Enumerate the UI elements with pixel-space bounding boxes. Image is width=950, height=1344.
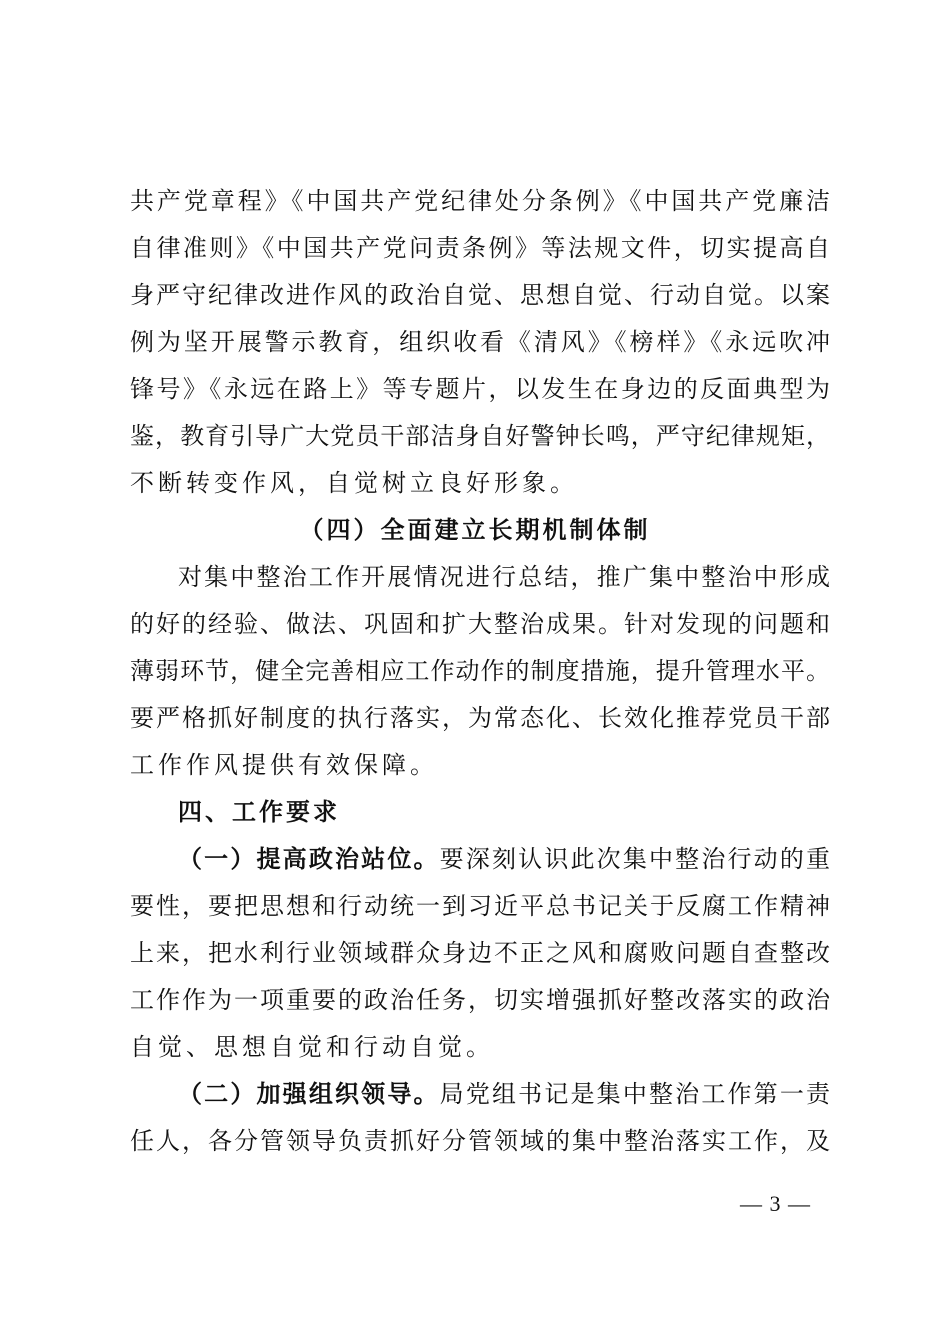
text-line: 自觉、思想自觉和行动自觉。 — [130, 1033, 494, 1061]
text-line: 自律准则》《中国共产党问责条例》等法规文件，切实提高自 — [130, 234, 830, 262]
text-line: 工作作为一项重要的政治任务，切实增强抓好整改落实的政治 — [130, 986, 830, 1014]
text-line: 要严格抓好制度的执行落实，为常态化、长效化推荐党员干部 — [130, 704, 830, 732]
text-line: 薄弱环节，健全完善相应工作动作的制度措施，提升管理水平。 — [130, 657, 830, 685]
item-text: 局党组书记是集中整治工作第一责 — [439, 1080, 831, 1108]
text-line: 的好的经验、做法、巩固和扩大整治成果。针对发现的问题和 — [130, 610, 830, 638]
item-title: （二）加强组织领导。 — [178, 1079, 440, 1108]
text-line: 上来，把水利行业领域群众身边不正之风和腐败问题自查整改 — [130, 939, 830, 967]
text-line: 工作作风提供有效保障。 — [130, 751, 438, 779]
subheading-long-term-mechanism: （四）全面建立长期机制体制 — [299, 515, 651, 544]
page-number: — 3 — — [740, 1191, 811, 1216]
text-line: 不断转变作风，自觉树立良好形象。 — [130, 469, 578, 497]
item-first-line — [178, 844, 830, 874]
text-line: 对集中整治工作开展情况进行总结，推广集中整治中形成 — [178, 563, 830, 591]
text-line: 例为坚开展警示教育，组织收看《清风》《榜样》《永远吹冲 — [130, 328, 830, 356]
item-first-line — [178, 1079, 830, 1109]
text-line: 共产党章程》《中国共产党纪律处分条例》《中国共产党廉洁 — [130, 187, 830, 215]
text-line: 身严守纪律改进作风的政治自觉、思想自觉、行动自觉。以案 — [130, 281, 830, 309]
item-text: 要深刻认识此次集中整治行动的重 — [439, 845, 831, 873]
text-line: 要性，要把思想和行动统一到习近平总书记关于反腐工作精神 — [130, 892, 830, 920]
item-title: （一）提高政治站位。 — [178, 844, 440, 873]
text-line: 鉴，教育引导广大党员干部洁身自好警钟长鸣，严守纪律规矩， — [130, 422, 830, 450]
section-heading-work-requirements: 四、工作要求 — [178, 797, 340, 826]
text-line: 锋号》《永远在路上》等专题片，以发生在身边的反面典型为 — [130, 375, 830, 403]
text-line: 任人，各分管领导负责抓好分管领域的集中整治落实工作，及 — [130, 1127, 830, 1155]
